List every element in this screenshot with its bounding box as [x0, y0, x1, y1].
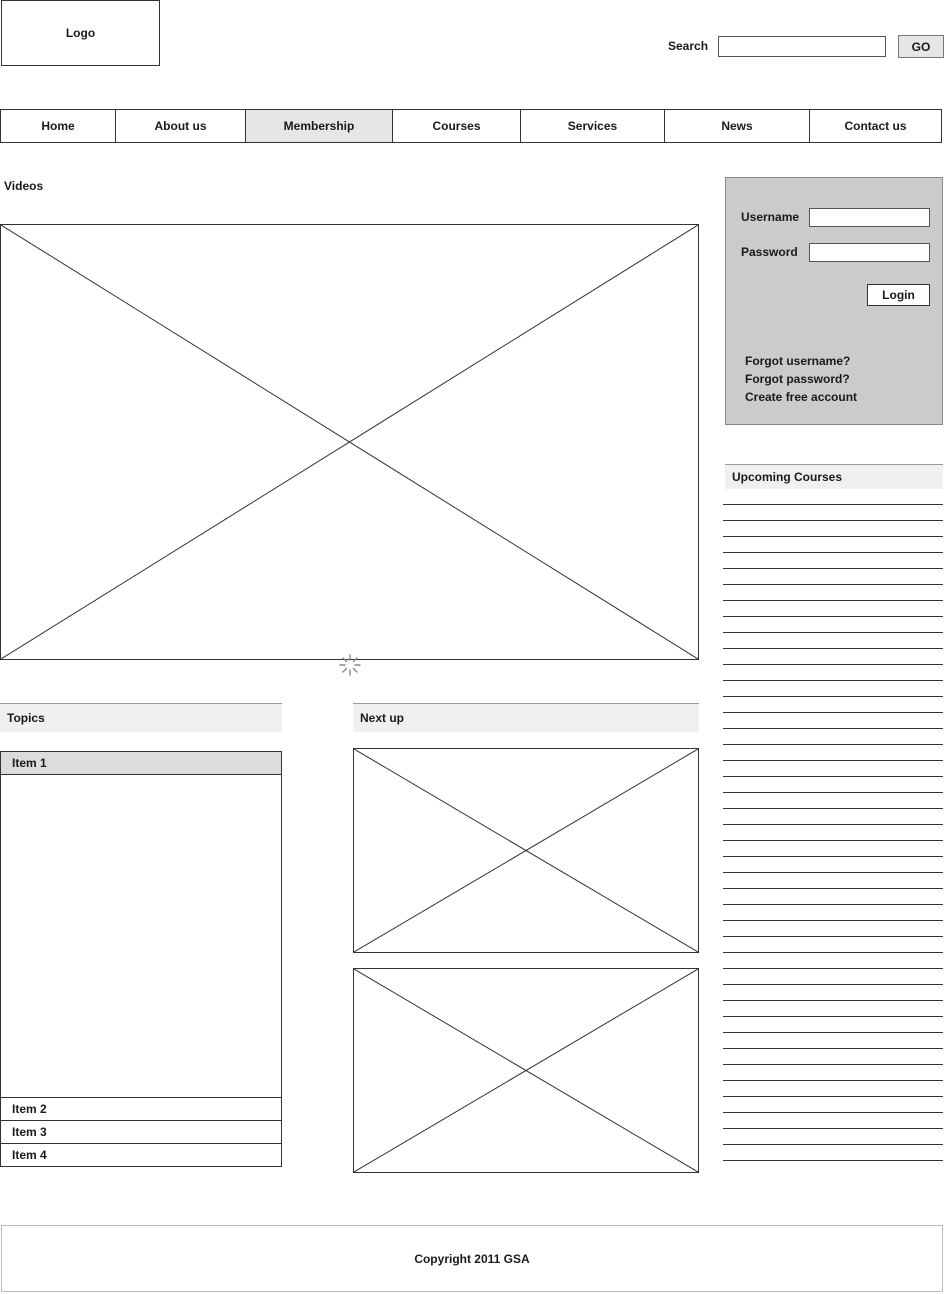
- course-list-line: [723, 1144, 943, 1145]
- next-up-header: Next up: [353, 703, 699, 732]
- next-video-thumbnail[interactable]: [353, 968, 699, 1173]
- course-list-line: [723, 920, 943, 921]
- course-list-line: [723, 824, 943, 825]
- course-list-line: [723, 952, 943, 953]
- nav-item-news[interactable]: News: [665, 109, 810, 143]
- go-button[interactable]: GO: [898, 35, 944, 58]
- nav-item-about-us[interactable]: About us: [116, 109, 246, 143]
- password-field[interactable]: [809, 243, 930, 262]
- course-list-line: [723, 520, 943, 521]
- upcoming-courses-list: [723, 504, 943, 1164]
- forgot-username-link[interactable]: Forgot username?: [745, 354, 851, 368]
- course-list-line: [723, 1080, 943, 1081]
- course-list-line: [723, 1016, 943, 1017]
- search-label: Search: [668, 39, 709, 53]
- video-placeholder-cross: [1, 225, 698, 659]
- course-list-line: [723, 776, 943, 777]
- course-list-line: [723, 872, 943, 873]
- accordion-item-3[interactable]: Item 3: [1, 1120, 281, 1143]
- course-list-line: [723, 1128, 943, 1129]
- video-placeholder-cross: [354, 749, 698, 952]
- course-list-line: [723, 1000, 943, 1001]
- course-list-line: [723, 584, 943, 585]
- course-list-line: [723, 680, 943, 681]
- topics-accordion: [0, 751, 282, 1167]
- course-list-line: [723, 632, 943, 633]
- course-list-line: [723, 744, 943, 745]
- course-list-line: [723, 696, 943, 697]
- course-list-line: [723, 1048, 943, 1049]
- course-list-line: [723, 1112, 943, 1113]
- course-list-line: [723, 568, 943, 569]
- course-list-line: [723, 1160, 943, 1161]
- course-list-line: [723, 1064, 943, 1065]
- loading-spinner-icon: [338, 653, 362, 677]
- forgot-password-link[interactable]: Forgot password?: [745, 372, 850, 386]
- nav-item-services[interactable]: Services: [521, 109, 665, 143]
- main-nav: [0, 109, 942, 143]
- main-video-player[interactable]: [0, 224, 699, 660]
- footer: [1, 1225, 943, 1292]
- course-list-line: [723, 984, 943, 985]
- login-button[interactable]: Login: [867, 284, 930, 306]
- course-list-line: [723, 888, 943, 889]
- course-list-line: [723, 712, 943, 713]
- course-list-line: [723, 904, 943, 905]
- course-list-line: [723, 600, 943, 601]
- nav-item-courses[interactable]: Courses: [393, 109, 521, 143]
- course-list-line: [723, 1096, 943, 1097]
- logo[interactable]: Logo: [1, 0, 160, 66]
- copyright-text: Copyright 2011 GSA: [414, 1251, 530, 1266]
- search-input[interactable]: [718, 36, 886, 57]
- course-list-line: [723, 968, 943, 969]
- topics-header: Topics: [0, 703, 282, 732]
- video-placeholder-cross: [354, 969, 698, 1172]
- password-label: Password: [741, 245, 798, 259]
- nav-item-home[interactable]: Home: [0, 109, 116, 143]
- nav-item-membership[interactable]: Membership: [246, 109, 393, 143]
- upcoming-courses-header: Upcoming Courses: [725, 464, 943, 489]
- username-label: Username: [741, 210, 800, 224]
- course-list-line: [723, 792, 943, 793]
- course-list-line: [723, 840, 943, 841]
- course-list-line: [723, 616, 943, 617]
- course-list-line: [723, 808, 943, 809]
- videos-title: Videos: [4, 179, 44, 193]
- login-panel: [725, 177, 943, 425]
- course-list-line: [723, 664, 943, 665]
- username-field[interactable]: [809, 208, 930, 227]
- course-list-line: [723, 760, 943, 761]
- accordion-item-4[interactable]: Item 4: [1, 1143, 281, 1166]
- accordion-item-2[interactable]: Item 2: [1, 1097, 281, 1120]
- accordion-item-1[interactable]: Item 1: [1, 752, 281, 775]
- course-list-line: [723, 536, 943, 537]
- course-list-line: [723, 552, 943, 553]
- next-video-thumbnail[interactable]: [353, 748, 699, 953]
- create-account-link[interactable]: Create free account: [745, 390, 858, 404]
- course-list-line: [723, 648, 943, 649]
- course-list-line: [723, 504, 943, 505]
- course-list-line: [723, 936, 943, 937]
- course-list-line: [723, 1032, 943, 1033]
- course-list-line: [723, 856, 943, 857]
- course-list-line: [723, 728, 943, 729]
- nav-item-contact-us[interactable]: Contact us: [810, 109, 942, 143]
